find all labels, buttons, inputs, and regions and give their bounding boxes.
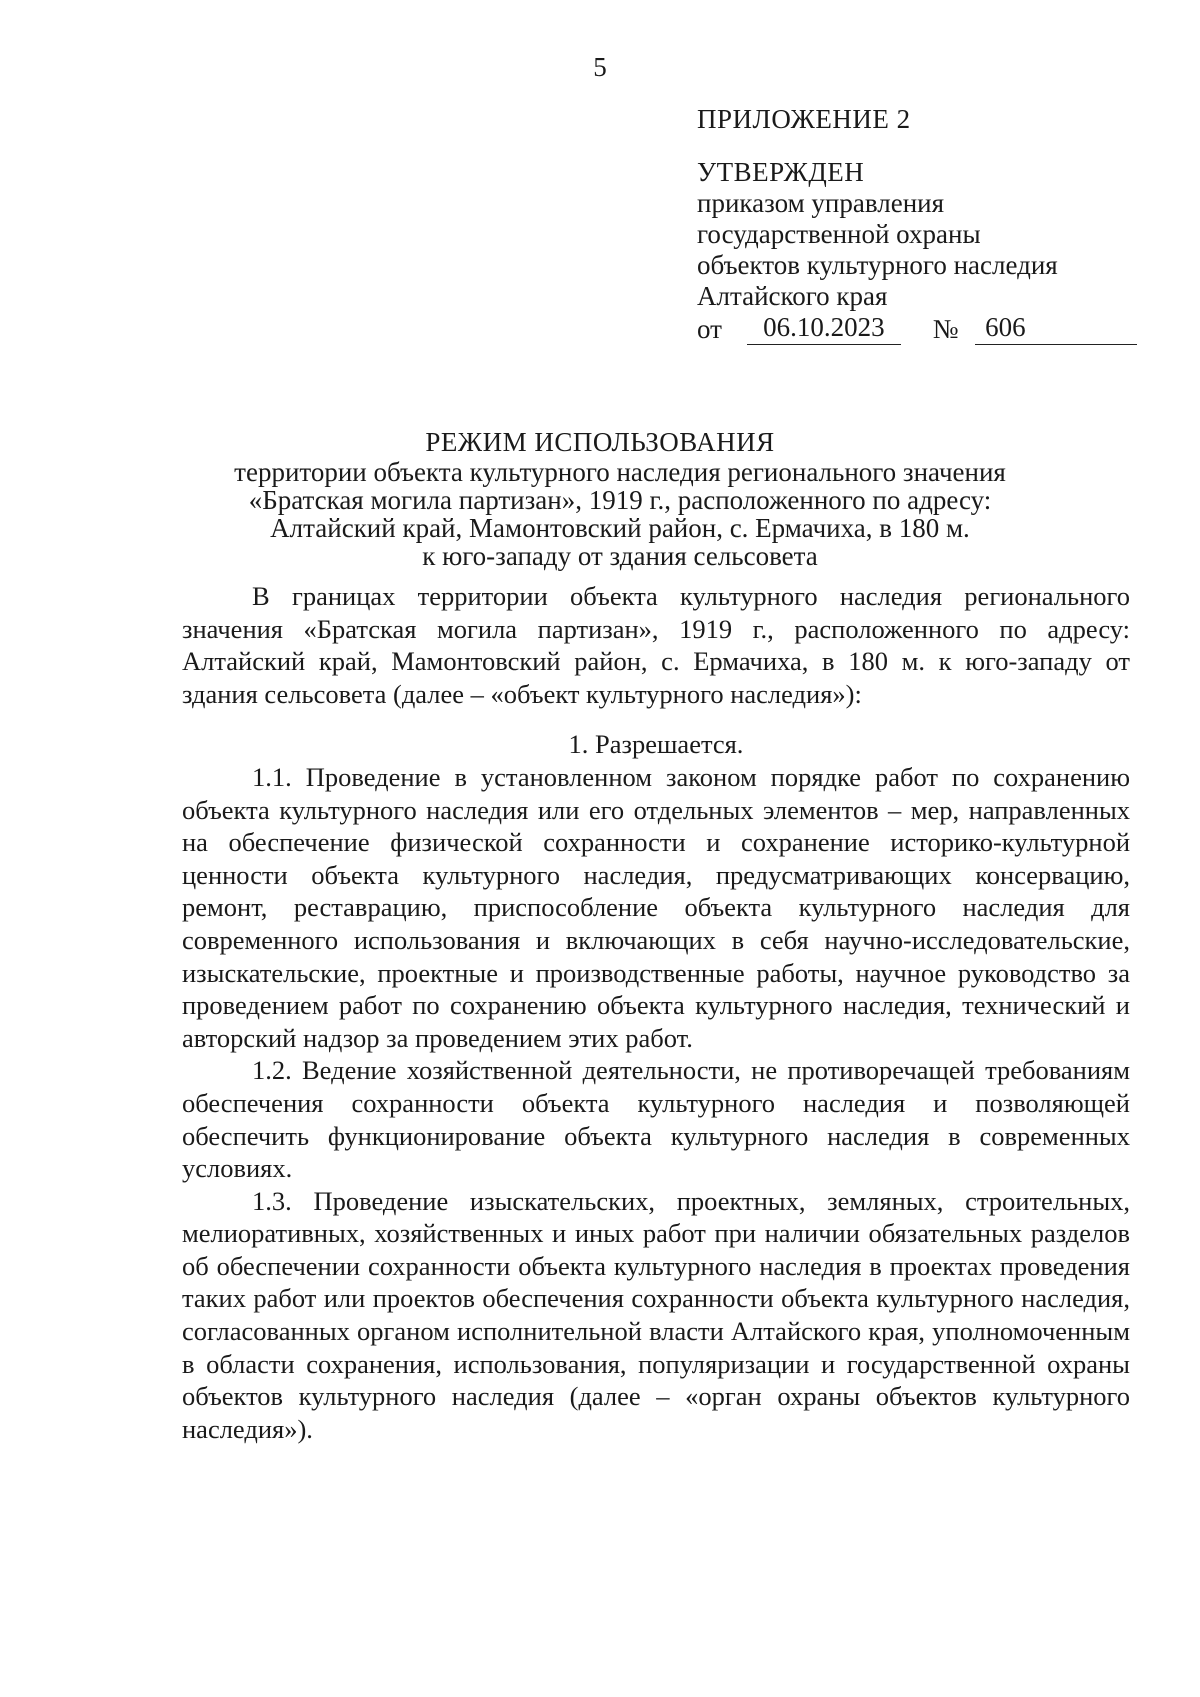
document-title: РЕЖИМ ИСПОЛЬЗОВАНИЯ: [425, 427, 775, 457]
order-number: 606: [975, 312, 1137, 345]
date-prefix: от: [697, 314, 722, 344]
document-subtitle-line: Алтайский край, Мамонтовский район, с. Ермачиха, в 180 м.: [270, 513, 970, 543]
section-item-1-1: 1.1. Проведение в установленном законом порядке работ по сохранению объекта культурного наследия или его отдельных элементов – мер, направленных на обеспечение физической сохранности и сохранение историко-культурной ценности объекта культурного наследия, предусматривающих консервацию, ремонт, реставрацию, приспособление объекта культурного наследия для современного использования и включающих в себя научно-исследовательские, изыскательские, проектные и производственные работы, научное руководство за проведением работ по сохранению объекта культурного наследия, технический и авторский надзор за проведением этих работ.: [182, 761, 1130, 1053]
section-item-1-2: 1.2. Ведение хозяйственной деятельности, не противоречащей требованиям обеспечения сохранности объекта культурного наследия и позволяющей обеспечить функционирование объекта культурного наследия в современных условиях.: [182, 1055, 1130, 1184]
document-subtitle-line: территории объекта культурного наследия регионального значения: [234, 457, 1006, 487]
order-date: 06.10.2023: [747, 312, 901, 345]
appendix-approval-block: [697, 104, 1137, 345]
order-date-number-line: [697, 312, 1137, 345]
issuer-line: приказом управления: [697, 188, 945, 218]
approved-label: УТВЕРЖДЕН: [697, 157, 865, 187]
document-body: [182, 580, 1130, 1445]
issuer-line: государственной охраны: [697, 219, 981, 249]
section-item-1-3: 1.3. Проведение изыскательских, проектных, земляных, строительных, мелиоративных, хозяйственных и иных работ при наличии обязательных разделов об обеспечении сохранности объекта культурного наследия в проектах проведения таких работ или проектов обеспечения сохранности объекта культурного наследия, согласованных органом исполнительной власти Алтайского края, уполномоченным в области сохранения, использования, популяризации и государственной охраны объектов культурного наследия (далее – «орган охраны объектов культурного наследия»).: [182, 1185, 1130, 1444]
section-heading: 1. Разрешается.: [568, 729, 744, 760]
issuer-line: объектов культурного наследия: [697, 250, 1058, 280]
number-sign: №: [932, 314, 959, 344]
document-title-block: [0, 428, 1200, 570]
document-subtitle-line: «Братская могила партизан», 1919 г., расположенного по адресу:: [248, 485, 992, 515]
issuer-line: Алтайского края: [697, 281, 888, 311]
appendix-title: ПРИЛОЖЕНИЕ 2: [697, 104, 911, 134]
page-number: 5: [593, 52, 607, 82]
intro-paragraph: В границах территории объекта культурного наследия регионального значения «Братская могила партизан», 1919 г., расположенного по адресу: Алтайский край, Мамонтовский район, с. Ермачиха, в 180 м. к юго-западу от здания сельсовета (далее – «объект культурного наследия»):: [182, 581, 1130, 709]
document-subtitle-line: к юго-западу от здания сельсовета: [422, 541, 818, 571]
